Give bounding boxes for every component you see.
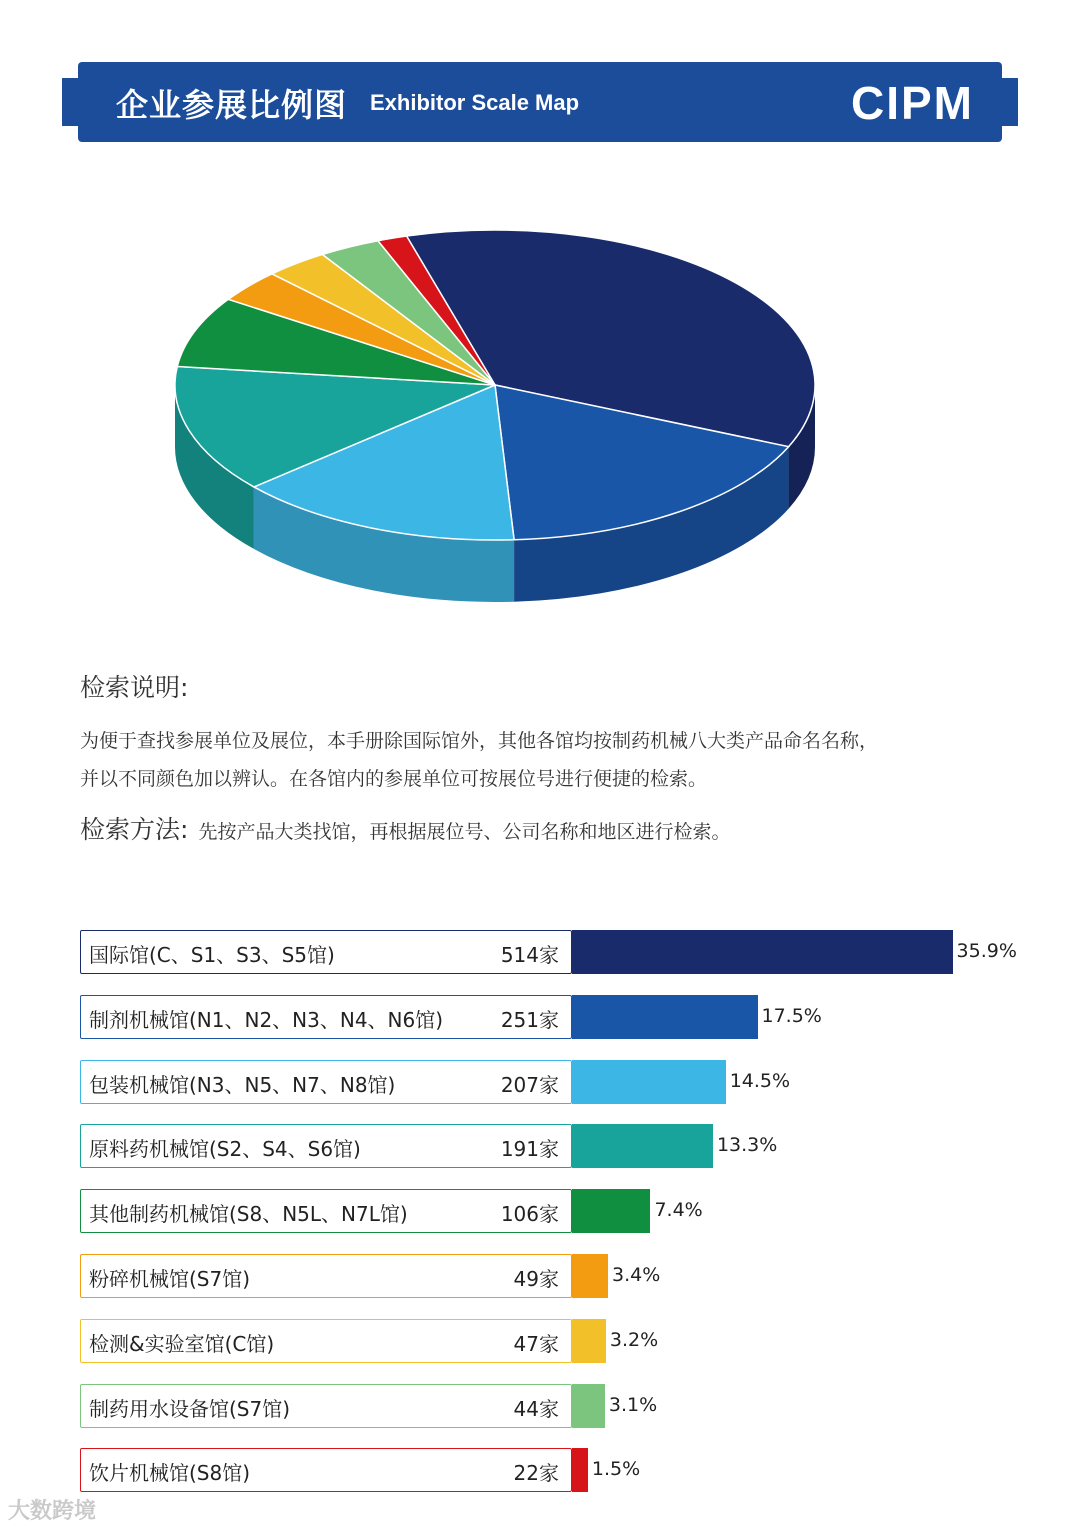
exhibitor-count: 514家 [500, 943, 559, 967]
exhibitor-count: 251家 [500, 1008, 559, 1032]
category-box [80, 1384, 572, 1428]
page-title-english: Exhibitor Scale Map [370, 90, 580, 115]
category-label: 包装机械馆(N3、N5、N7、N8馆) [89, 1073, 396, 1097]
category-label: 粉碎机械馆(S7馆) [89, 1267, 251, 1291]
category-box [80, 1448, 572, 1492]
category-box [80, 1254, 572, 1298]
category-label: 国际馆(C、S1、S3、S5馆) [89, 943, 335, 967]
percent-label: 3.4% [612, 1264, 661, 1286]
percent-label: 13.3% [716, 1134, 778, 1156]
bar [572, 930, 953, 974]
category-box [80, 1189, 572, 1233]
category-label: 检测&实验室馆(C馆) [89, 1332, 275, 1356]
search-notes [80, 668, 1000, 846]
exhibitor-count: 49家 [513, 1267, 559, 1291]
exhibitor-count: 191家 [500, 1137, 559, 1161]
category-label: 制药用水设备馆(S7馆) [89, 1397, 291, 1421]
percent-label: 3.2% [609, 1329, 659, 1351]
bar [572, 995, 758, 1039]
banner-body [78, 62, 1002, 142]
header-banner [62, 62, 1018, 142]
notes-heading: 检索说明: [80, 673, 189, 702]
bar [572, 1060, 726, 1104]
bar [572, 1384, 605, 1428]
percent-label: 35.9% [956, 940, 1017, 962]
exhibitor-count: 106家 [500, 1202, 559, 1226]
banner-left-tab [62, 78, 78, 126]
page-title: 企业参展比例图 [116, 86, 348, 124]
notes-line-2: 并以不同颜色加以辨认。在各馆内的参展单位可按展位号进行便捷的检索。 [80, 768, 708, 790]
bar [572, 1189, 650, 1233]
percent-label: 14.5% [729, 1070, 791, 1092]
watermark-text: 大数跨境 [8, 1499, 97, 1524]
banner-right-tab [1002, 78, 1018, 126]
bar [572, 1254, 608, 1298]
category-label: 制剂机械馆(N1、N2、N3、N4、N6馆) [89, 1008, 444, 1032]
notes-line-1: 为便于查找参展单位及展位，本手册除国际馆外，其他各馆均按制药机械八大类产品命名名称， [80, 730, 879, 752]
bar [572, 1319, 606, 1363]
category-box [80, 995, 572, 1039]
bar [572, 1124, 713, 1168]
category-box [80, 930, 572, 974]
pie-chart [0, 150, 1080, 630]
category-label: 饮片机械馆(S8馆) [89, 1461, 251, 1485]
search-method [80, 810, 1000, 846]
category-label: 其他制药机械馆(S8、N5L、N7L馆) [89, 1202, 408, 1226]
method-text: 先按产品大类找馆，再根据展位号、公司名称和地区进行检索。 [198, 821, 731, 843]
percent-label: 1.5% [591, 1458, 641, 1480]
category-box [80, 1319, 572, 1363]
category-box [80, 1060, 572, 1104]
percent-label: 3.1% [608, 1394, 658, 1416]
category-label: 原料药机械馆(S2、S4、S6馆) [89, 1137, 361, 1161]
exhibitor-count: 207家 [500, 1073, 559, 1097]
exhibitor-count: 22家 [513, 1461, 559, 1485]
percent-label: 17.5% [761, 1005, 822, 1027]
method-heading: 检索方法: [80, 815, 189, 844]
exhibitor-count: 44家 [513, 1397, 559, 1421]
category-box [80, 1124, 572, 1168]
cipm-logo: CIPM [851, 77, 974, 129]
percent-label: 7.4% [654, 1199, 703, 1221]
bar [572, 1448, 588, 1492]
exhibitor-count: 47家 [513, 1332, 559, 1356]
